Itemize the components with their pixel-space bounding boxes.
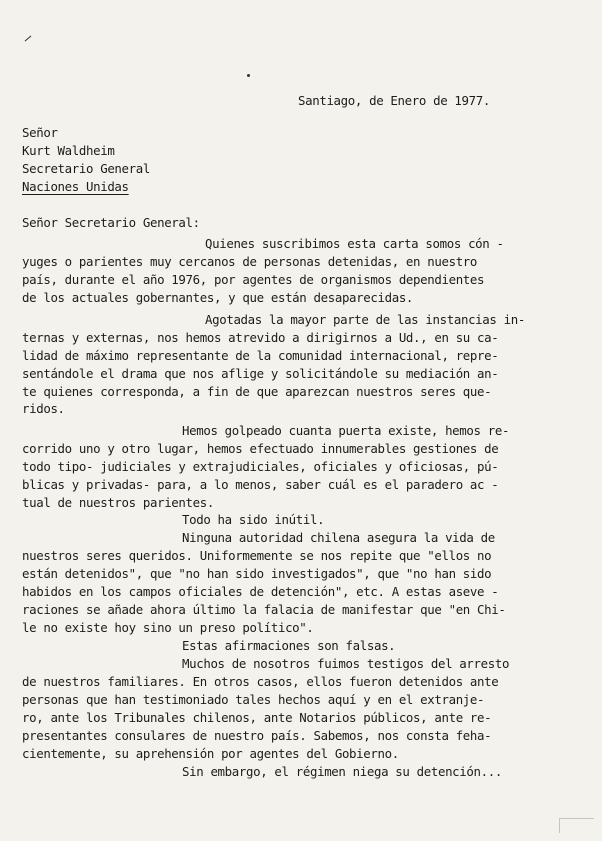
body-line: Ninguna autoridad chilena asegura la vida de: [182, 530, 495, 545]
body-line: tual de nuestros parientes.: [22, 495, 214, 510]
stray-dot: [247, 74, 250, 77]
body-line: Agotadas la mayor parte de las instancias in-: [205, 312, 525, 327]
body-line: ternas y externas, nos hemos atrevido a dirigirnos a Ud., en su ca-: [22, 330, 499, 345]
stray-pen-mark: [25, 36, 32, 42]
body-line: nuestros seres queridos. Uniformemente se nos repite que "ellos no: [22, 548, 492, 563]
recipient-line: Señor: [22, 125, 58, 140]
body-line: de los actuales gobernantes, y que están desaparecidas.: [22, 290, 414, 305]
body-line: corrido uno y otro lugar, hemos efectuado innumerables gestiones de: [22, 441, 499, 456]
body-line: Todo ha sido inútil.: [182, 512, 325, 527]
body-line: de nuestros familiares. En otros casos, ellos fueron detenidos ante: [22, 674, 499, 689]
body-line: lidad de máximo representante de la comunidad internacional, repre-: [22, 348, 499, 363]
body-line: todo tipo- judiciales y extrajudiciales, oficiales y oficiosas, pú-: [22, 459, 499, 474]
body-line: presentantes consulares de nuestro país. Sabemos, nos consta feha-: [22, 728, 492, 743]
scan-edge-mark: [559, 818, 594, 833]
body-line: Estas afirmaciones son falsas.: [182, 638, 396, 653]
recipient-line: Secretario General: [22, 161, 150, 176]
body-line: habidos en los campos oficiales de detención", etc. A estas aseve -: [22, 584, 499, 599]
body-line: país, durante el año 1976, por agentes de organismos dependientes: [22, 272, 485, 287]
body-line: están detenidos", que "no han sido investigados", que "no han sido: [22, 566, 492, 581]
recipient-organization: Naciones Unidas: [22, 179, 129, 194]
body-line: Muchos de nosotros fuimos testigos del arresto: [182, 656, 510, 671]
recipient-line: Kurt Waldheim: [22, 143, 115, 158]
body-line: ridos.: [22, 401, 65, 416]
body-line: te quienes corresponda, a fin de que aparezcan nuestros seres que-: [22, 384, 492, 399]
body-line: ro, ante los Tribunales chilenos, ante Notarios públicos, ante re-: [22, 710, 492, 725]
body-line: raciones se añade ahora último la falacia de manifestar que "en Chi-: [22, 602, 506, 617]
body-line: yuges o parientes muy cercanos de personas detenidas, en nuestro: [22, 254, 478, 269]
body-line: personas que han testimoniado tales hechos aquí y en el extranje-: [22, 692, 485, 707]
body-line: blicas y privadas- para, a lo menos, saber cuál es el paradero ac -: [22, 477, 499, 492]
body-line: sentándole el drama que nos aflige y solicitándole su mediación an-: [22, 366, 499, 381]
body-line: cientemente, su aprehensión por agentes del Gobierno.: [22, 746, 399, 761]
body-line: le no existe hoy sino un preso político".: [22, 620, 314, 635]
salutation: Señor Secretario General:: [22, 215, 200, 230]
letter-date: Santiago, de Enero de 1977.: [298, 93, 490, 108]
body-line: Sin embargo, el régimen niega su detención...: [182, 764, 502, 779]
body-line: Quienes suscribimos esta carta somos cón -: [205, 236, 504, 251]
body-line: Hemos golpeado cuanta puerta existe, hemos re-: [182, 423, 510, 438]
